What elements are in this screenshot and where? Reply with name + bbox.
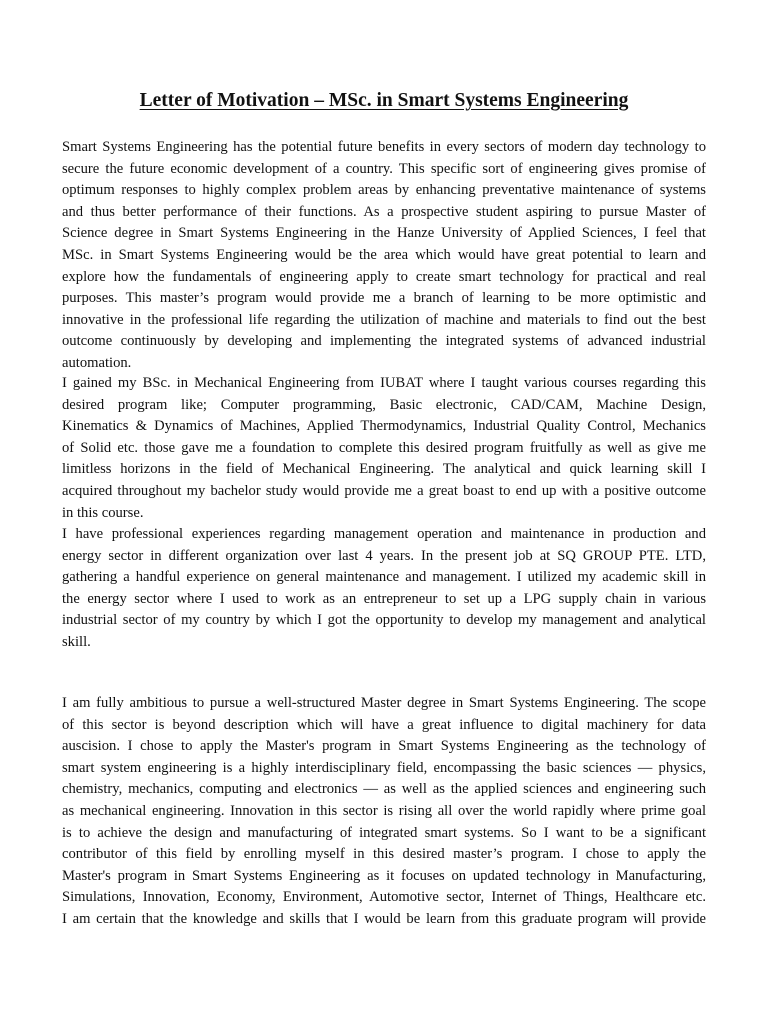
text-line: Kinematics & Dynamics of Machines, Applied Thermodynamics, Industrial Quality Control, Mechanics <box>62 418 706 435</box>
text-line: contributor of this field by enrolling myself in this desired master’s program. I chose to apply the <box>62 846 706 863</box>
text-line: smart system engineering is a highly interdisciplinary field, encompassing the basic sciences — physics, <box>62 759 706 776</box>
text-line: I gained my BSc. in Mechanical Engineering from IUBAT where I taught various courses regarding this <box>62 375 706 391</box>
text-line: Simulations, Innovation, Economy, Environment, Automotive sector, Internet of Things, Healthcare etc. <box>62 889 706 906</box>
text-line: limitless horizons in the field of Mechanical Engineering. The analytical and quick learning skill I <box>62 461 706 478</box>
text-line: gathering a handful experience on general maintenance and management. I utilized my academic skill in <box>62 569 706 586</box>
text-line: of Solid etc. those gave me a foundation to complete this desired program fruitfully as well as give me <box>62 439 706 456</box>
text-line: I have professional experiences regarding management operation and maintenance in production and <box>62 526 706 542</box>
text-line: auscision. I chose to apply the Master's program in Smart Systems Engineering as the technology of <box>62 738 706 755</box>
text-line: and thus better performance of their functions. As a prospective student aspiring to pursue Master of <box>62 203 706 220</box>
text-line: MSc. in Smart Systems Engineering would be the area which would have great potential to learn and <box>62 246 706 263</box>
text-line: in this course. <box>62 504 144 521</box>
text-line: chemistry, mechanics, computing and electronics — as well as the applied sciences and engineering such <box>62 781 706 798</box>
text-line: Smart Systems Engineering has the potential future benefits in every sectors of modern day technology to <box>62 139 706 155</box>
paragraph-intro <box>62 137 706 375</box>
text-line: Master's program in Smart Systems Engineering as it focuses on updated technology in Manufacturing, <box>62 867 706 884</box>
text-line: industrial sector of my country by which I got the opportunity to develop my management and analytical <box>62 612 706 629</box>
text-line: secure the future economic development of a country. This specific sort of engineering gives promise of <box>62 160 706 177</box>
text-line: skill. <box>62 633 91 650</box>
text-line: explore how the fundamentals of engineering apply to create smart technology for practical and real <box>62 268 706 285</box>
text-line: Science degree in Smart Systems Engineering in the Hanze University of Applied Sciences, I feel that <box>62 225 706 242</box>
text-line: innovative in the professional life regarding the utilization of machine and materials to find out the best <box>62 311 706 328</box>
paragraph-experience <box>62 524 706 654</box>
text-line: acquired throughout my bachelor study would provide me a great boast to end up with a positive outcome <box>62 482 706 499</box>
text-line: purposes. This master’s program would provide me a branch of learning to be more optimistic and <box>62 290 706 307</box>
text-line: energy sector in different organization over last 4 years. In the present job at SQ GROUP PTE. LTD, <box>62 547 706 564</box>
text-line: of this sector is beyond description which will have a great influence to digital machinery for data <box>62 716 706 733</box>
text-line: outcome continuously by developing and implementing the integrated systems of advanced industrial <box>62 333 706 350</box>
document-title: Letter of Motivation – MSc. in Smart Systems Engineering <box>139 90 629 111</box>
text-line: desired program like; Computer programming, Basic electronic, CAD/CAM, Machine Design, <box>62 396 706 413</box>
text-line: automation. <box>62 354 132 371</box>
text-line: is to achieve the design and manufacturing of integrated smart systems. So I want to be a significant <box>62 824 706 841</box>
text-line: I am fully ambitious to pursue a well-structured Master degree in Smart Systems Engineering. The scope <box>62 695 706 711</box>
paragraph-ambition <box>62 693 706 931</box>
text-line: as mechanical engineering. Innovation in this sector is rising all over the world rapidly where prime goal <box>62 802 706 819</box>
text-line: the energy sector where I used to work as an entrepreneur to set up a LPG supply chain in various <box>62 590 706 607</box>
paragraph-education <box>62 373 706 524</box>
text-line: I am certain that the knowledge and skills that I would be learn from this graduate program will provide <box>62 910 706 927</box>
text-line: optimum responses to highly complex problem areas by enhancing preventative maintenance of systems <box>62 182 706 199</box>
